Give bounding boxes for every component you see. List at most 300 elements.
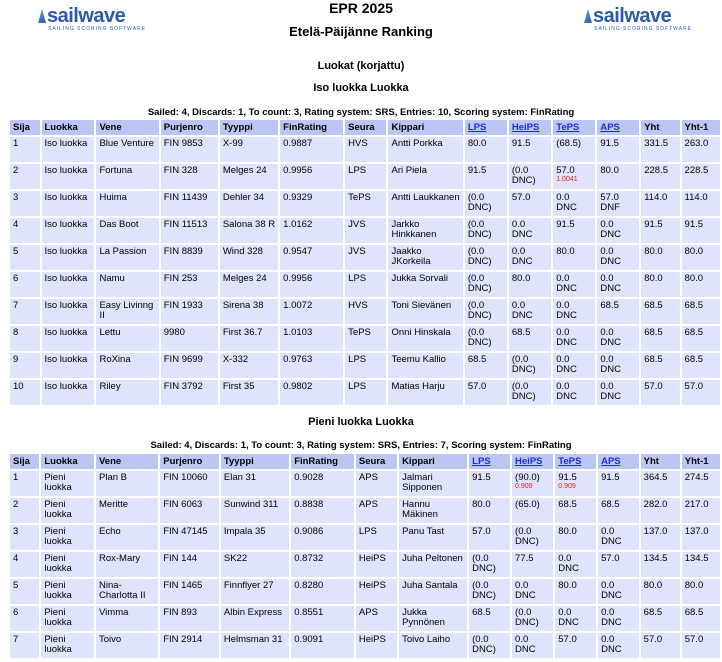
cell-value: 57.0 [556,165,575,176]
header-score-teps [553,120,595,135]
cell-value: (65.0) [515,499,540,510]
cell-value: (0.0 DNC) [467,300,492,321]
cell-score-aps [598,471,639,496]
cell-value: FIN 11439 [163,192,208,203]
cell-score-lps [469,525,510,550]
cell-score-teps [555,498,596,523]
race-link-score-teps[interactable]: TePS [558,456,582,467]
cell-fin-rating [280,353,343,378]
cell-value: JVS [348,246,366,257]
cell-value: 2 [13,499,19,510]
cell-score-aps [598,552,639,577]
cell-value: 0.9547 [283,246,313,257]
cell-boat-type [220,353,278,378]
cell-value: 0.9956 [283,165,313,176]
page-subtitle: Etelä-Päijänne Ranking [289,24,433,39]
cell-value: (0.0 DNC) [472,580,496,601]
table-row [10,471,720,496]
class-summary-iso: Sailed: 4, Discards: 1, To count: 3, Rating system: SRS, Entries: 10, Scoring system: FinRating [147,107,575,118]
cell-total [641,525,680,550]
cell-value: 263.0 [684,138,709,149]
cell-net-total [682,498,720,523]
cell-skipper [388,137,462,162]
cell-value: 0.0 DNC [600,246,621,267]
cell-class [42,191,95,216]
cell-value: Iso luokka [44,354,88,365]
cell-score-heips [509,353,551,378]
cell-score-teps [553,299,595,324]
table-row [10,552,720,577]
cell-boat-type [220,245,278,270]
cell-sail-number [161,353,218,378]
cell-value: 1.0072 [283,300,313,311]
cell-value: 114.0 [684,192,708,203]
cell-sail-number [161,164,218,189]
cell-value: Onni Hinskala [391,327,451,338]
cell-skipper [399,606,467,631]
cell-value: Blue Venture [99,138,154,149]
cell-net-total [682,525,720,550]
cell-value: Das Boot [99,219,139,230]
cell-total [641,245,679,270]
cell-value: 1 [13,472,19,483]
cell-value: Fortuna [99,165,133,176]
cell-value: 3 [13,526,19,537]
header-score-lps [465,120,507,135]
cell-net-total [682,353,720,378]
cell-value: 137.0 [643,526,668,537]
cell-value: 68.5 [684,300,704,311]
cell-score-heips [509,191,551,216]
table-row [10,498,720,523]
cell-score-lps [465,272,507,297]
cell-value: 68.5 [644,354,663,365]
cell-score-heips [509,326,551,351]
table-row [10,299,720,324]
cell-class [42,326,95,351]
header-net-total: Yht-1 [682,454,720,469]
cell-value: FIN 253 [163,273,198,284]
cell-score-heips [509,137,551,162]
cell-value: LPS [348,273,367,284]
cell-value: (0.0 DNC) [467,273,492,294]
cell-value: 5 [13,246,19,257]
score-note: 0.909 [515,483,533,490]
cell-fin-rating [280,218,343,243]
cell-value: Riley [99,381,121,392]
cell-value: Meritte [99,499,129,510]
cell-value: HVS [348,138,368,149]
cell-club [356,633,397,658]
cell-rank [10,191,40,216]
cell-value: 91.5 [472,472,491,483]
table-row [10,380,720,405]
cell-value: FIN 328 [163,165,198,176]
cell-score-heips [512,471,553,496]
cell-skipper [388,380,462,405]
cell-value: Dehler 34 [222,192,265,203]
cell-value: 3 [13,192,19,203]
cell-score-lps [465,353,507,378]
cell-value: 57.0 [644,381,663,392]
cell-value: 8 [13,327,19,338]
cell-fin-rating [291,633,354,658]
cell-value: 228.5 [644,165,668,176]
cell-score-heips [509,299,551,324]
cell-value: Toivo Laiho [402,634,451,645]
cell-value: Sunwind 311 [223,499,279,510]
cell-value: Iso luokka [44,165,88,176]
cell-value: TePS [348,327,371,338]
cell-value: Jukka Pynnönen [402,607,445,628]
cell-value: 9980 [163,327,185,338]
cell-rank [10,218,40,243]
cell-value: (0.0 DNC) [511,381,536,402]
cell-value: 57.0 [558,634,577,645]
cell-class [41,498,94,523]
cell-value: Toni Sievänen [391,300,452,311]
cell-score-lps [469,471,510,496]
cell-value: FIN 3792 [163,381,203,392]
cell-net-total [682,471,720,496]
cell-boat [96,552,158,577]
cell-total [641,164,679,189]
cell-value: APS [358,607,378,618]
cell-value: 0.9091 [294,634,324,645]
cell-value: 57.0 [511,192,531,203]
cell-score-teps [555,525,596,550]
cell-rank [10,579,39,604]
cell-value: 0.0 DNC [515,580,536,601]
cell-rank [10,353,40,378]
class-summary-pieni: Sailed: 4, Discards: 1, To count: 3, Rating system: SRS, Entries: 7, Scoring system: FinRating [150,440,572,451]
cell-skipper [388,218,462,243]
cell-boat [96,579,158,604]
header-club: Seura [345,120,386,135]
cell-sail-number [161,218,218,243]
cell-value: HVS [348,300,368,311]
cell-skipper [399,552,467,577]
cell-score-aps [598,498,639,523]
cell-value: Jaakko JKorkeila [391,246,431,267]
cell-score-heips [512,525,553,550]
cell-value: First 35 [222,381,255,392]
cell-value: 91.5 [684,219,704,230]
cell-score-lps [465,299,507,324]
cell-value: 0.0 DNC [556,354,577,375]
table-row [10,164,720,189]
table-row [10,137,720,162]
cell-club [345,137,386,162]
cell-value: 57.0 DNF [600,192,620,213]
cell-value: Helmsman 31 [223,634,283,645]
cell-net-total [682,218,720,243]
cell-value: 0.8551 [294,607,324,618]
cell-club [345,245,386,270]
cell-boat [96,498,158,523]
class-title-iso: Iso luokka Luokka [313,82,409,94]
race-link-score-teps[interactable]: TePS [556,122,580,133]
cell-fin-rating [280,245,343,270]
cell-value: 0.9086 [294,526,324,537]
cell-boat-type [221,633,289,658]
cell-value: 68.5 [467,354,487,365]
cell-sail-number [161,191,218,216]
cell-sail-number [160,579,219,604]
cell-value: HeiPS [358,553,386,564]
cell-value: 68.5 [684,327,704,338]
cell-sail-number [160,498,219,523]
header-skipper: Kippari [388,120,462,135]
logo-tagline: SAILING SCORING SOFTWARE [594,26,692,32]
cell-total [641,606,680,631]
cell-rank [10,552,39,577]
cell-total [641,353,679,378]
cell-value: 80.0 [644,273,663,284]
cell-value: Namu [99,273,125,284]
cell-value: 68.5 [644,327,663,338]
cell-value: Juha Santala [402,580,458,591]
page-title: EPR 2025 [329,0,393,16]
cell-value: FIN 2914 [163,634,203,645]
cell-value: X-332 [222,354,249,365]
cell-score-heips [509,380,551,405]
cell-value: Nina-Charlotta II [99,580,146,601]
cell-score-aps [597,191,639,216]
header-boat-type: Tyyppi [220,120,278,135]
cell-rank [10,272,40,297]
cell-total [641,218,679,243]
cell-value: 0.9329 [283,192,313,203]
cell-value: LPS [358,526,377,537]
cell-value: 0.0 DNC [600,273,621,294]
cell-value: HeiPS [358,634,386,645]
cell-score-lps [469,498,510,523]
cell-value: 68.5 [643,607,663,618]
cell-total [641,191,679,216]
cell-boat [96,353,158,378]
cell-value: (0.0 DNC) [467,192,492,213]
cell-sail-number [160,525,219,550]
cell-value: 4 [13,553,19,564]
cell-score-aps [597,137,639,162]
cell-skipper [388,326,462,351]
cell-total [641,380,679,405]
race-link-score-aps[interactable]: APS [601,456,621,467]
cell-value: FIN 47145 [163,526,208,537]
cell-club [345,272,386,297]
cell-value: Jukka Sorvali [391,273,448,284]
cell-class [42,299,95,324]
cell-value: 91.5 [558,472,577,483]
cell-class [42,353,95,378]
cell-sail-number [161,272,218,297]
cell-value: Pieni luokka [44,472,72,493]
cell-value: 10 [13,381,24,392]
header-score-aps [598,454,639,469]
header-net-total: Yht-1 [682,120,720,135]
cell-value: FIN 6063 [163,499,203,510]
header-class: Luokka [41,454,94,469]
cell-total [641,272,679,297]
cell-value: 6 [13,607,19,618]
cell-net-total [682,552,720,577]
cell-value: 80.0 [558,580,577,591]
cell-net-total [682,191,720,216]
cell-net-total [682,272,720,297]
cell-total [641,299,679,324]
cell-net-total [682,579,720,604]
cell-skipper [388,272,462,297]
cell-rank [10,299,40,324]
cell-fin-rating [291,552,354,577]
cell-value: Pieni luokka [44,634,72,655]
cell-score-lps [465,326,507,351]
cell-value: 1 [13,138,19,149]
cell-value: Jarkko Hinkkanen [391,219,437,240]
results-table-pieni [8,452,722,660]
cell-value: 0.0 DNC [600,219,621,240]
cell-rank [10,380,40,405]
cell-value: 7 [13,300,19,311]
cell-club [345,326,386,351]
cell-fin-rating [280,191,343,216]
cell-boat [96,633,158,658]
cell-score-lps [465,218,507,243]
cell-score-aps [598,525,639,550]
cell-value: 68.5 [472,607,491,618]
score-note: 0.909 [558,483,576,490]
cell-class [41,579,94,604]
cell-value: 57.0 [601,553,620,564]
cell-value: 91.5 [600,138,619,149]
cell-value: 80.0 [511,273,531,284]
cell-value: Iso luokka [44,273,88,284]
cell-net-total [682,326,720,351]
cell-fin-rating [291,525,354,550]
cell-score-heips [512,498,553,523]
cell-value: 0.0 DNC [511,219,533,240]
cell-value: Easy Livinng II [99,300,154,321]
cell-value: Huima [99,192,127,203]
cell-value: 282.0 [643,499,668,510]
cell-boat-type [221,471,289,496]
cell-score-aps [598,606,639,631]
cell-value: 228.5 [684,165,709,176]
cell-rank [10,633,39,658]
cell-value: TePS [348,192,371,203]
cell-value: FIN 1465 [163,580,203,591]
results-table-iso [8,118,722,407]
cell-value: La Passion [99,246,147,257]
cell-value: 1.0162 [283,219,313,230]
cell-value: Wind 328 [222,246,263,257]
cell-class [42,137,95,162]
cell-value: 91.5 [601,472,620,483]
cell-fin-rating [291,579,354,604]
header-class: Luokka [42,120,95,135]
cell-value: Echo [99,526,121,537]
race-link-score-lps[interactable]: LPS [467,122,487,133]
cell-boat-type [221,498,289,523]
race-link-score-heips[interactable]: HeiPS [511,122,540,133]
cell-value: Iso luokka [44,219,88,230]
cell-value: 0.9956 [283,273,313,284]
cell-value: FIN 144 [163,553,198,564]
cell-score-teps [553,272,595,297]
cell-score-heips [509,218,551,243]
cell-value: 80.0 [684,273,704,284]
logo-word: sailwave [593,5,672,27]
cell-rank [10,471,39,496]
cell-score-lps [465,137,507,162]
cell-score-teps [555,606,596,631]
cell-boat [96,137,158,162]
race-link-score-heips[interactable]: HeiPS [515,456,543,467]
cell-value: 0.0 DNC [601,526,622,547]
cell-net-total [682,299,720,324]
cell-value: 57.0 [643,634,663,645]
cell-score-lps [465,191,507,216]
cell-club [345,380,386,405]
cell-value: FIN 8839 [163,246,203,257]
cell-value: 331.5 [644,138,668,149]
header-total: Yht [641,120,679,135]
cell-score-teps [555,552,596,577]
cell-value: Melges 24 [222,165,267,176]
cell-score-aps [597,218,639,243]
cell-score-teps [553,353,595,378]
cell-value: APS [358,499,378,510]
cell-value: 0.9887 [283,138,313,149]
cell-skipper [388,353,462,378]
header-rank: Sija [10,454,39,469]
cell-score-teps [555,633,596,658]
cell-score-heips [509,272,551,297]
cell-club [345,164,386,189]
cell-value: 0.0 DNC [556,273,577,294]
cell-boat-type [220,272,278,297]
cell-net-total [682,633,720,658]
cell-score-aps [597,272,639,297]
cell-boat [96,525,158,550]
cell-value: X-99 [222,138,243,149]
cell-value: 68.5 [684,354,704,365]
race-link-score-lps[interactable]: LPS [472,456,491,467]
header-score-teps [555,454,596,469]
cell-boat [96,272,158,297]
cell-value: 77.5 [515,553,534,564]
cell-boat-type [221,579,289,604]
cell-value: 6 [13,273,19,284]
cell-club [356,579,397,604]
cell-value: 134.5 [684,553,709,564]
cell-value: 0.8838 [294,499,324,510]
cell-boat [96,326,158,351]
cell-class [42,245,95,270]
cell-value: 0.0 DNC [558,553,579,574]
header-score-aps [597,120,639,135]
cell-boat-type [220,380,278,405]
cell-value: (0.0 DNC) [515,526,539,547]
cell-skipper [399,471,467,496]
cell-value: 91.5 [556,219,575,230]
cell-score-teps [555,471,596,496]
cell-value: (0.0 DNC) [467,246,492,267]
cell-value: 80.0 [643,580,663,591]
race-link-score-aps[interactable]: APS [600,122,620,133]
cell-boat-type [220,137,278,162]
